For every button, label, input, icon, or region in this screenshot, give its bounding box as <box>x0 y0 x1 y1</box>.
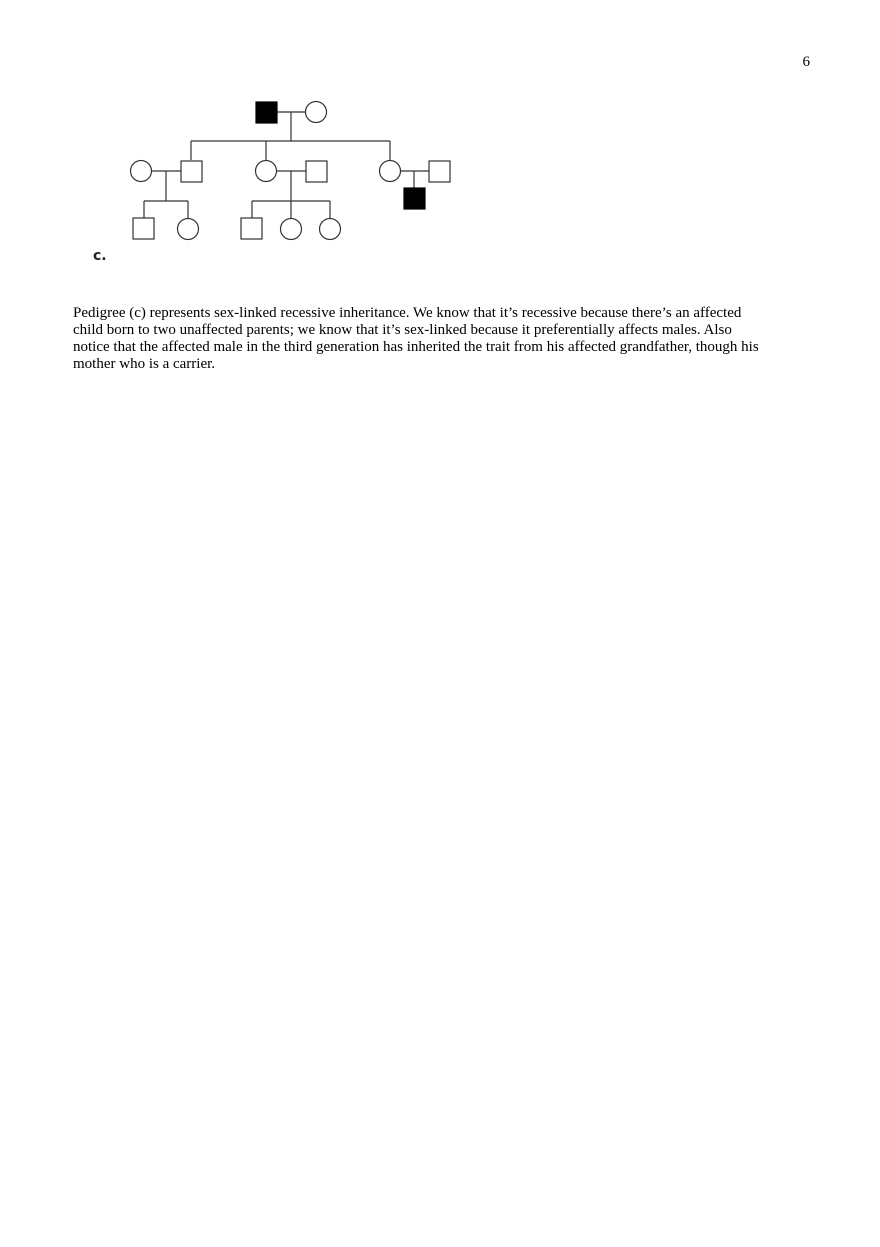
paragraph-line: notice that the affected male in the third generation has inherited the trait from his affected grandfather, though his <box>73 339 759 355</box>
carrier-female <box>380 161 401 182</box>
unaffected-female <box>131 161 152 182</box>
unaffected-female <box>306 102 327 123</box>
unaffected-male <box>429 161 450 182</box>
unaffected-female <box>178 219 199 240</box>
unaffected-male <box>133 218 154 239</box>
unaffected-female <box>281 219 302 240</box>
unaffected-female <box>320 219 341 240</box>
paragraph-line: Pedigree (c) represents sex-linked recessive inheritance. We know that it’s recessive because there’s an affected <box>73 305 742 321</box>
explanation-paragraph <box>73 305 813 373</box>
pedigree-chart <box>88 96 468 266</box>
affected-male <box>256 102 277 123</box>
unaffected-female <box>256 161 277 182</box>
paragraph-line: mother who is a carrier. <box>73 356 216 372</box>
unaffected-male <box>306 161 327 182</box>
page-number: 6 <box>802 54 810 70</box>
unaffected-male <box>181 161 202 182</box>
unaffected-male <box>241 218 262 239</box>
affected-male <box>404 188 425 209</box>
paragraph-line: child born to two unaffected parents; we know that it’s sex-linked because it preferentially affects males. Also <box>73 322 732 338</box>
figure-label: c. <box>93 248 107 264</box>
